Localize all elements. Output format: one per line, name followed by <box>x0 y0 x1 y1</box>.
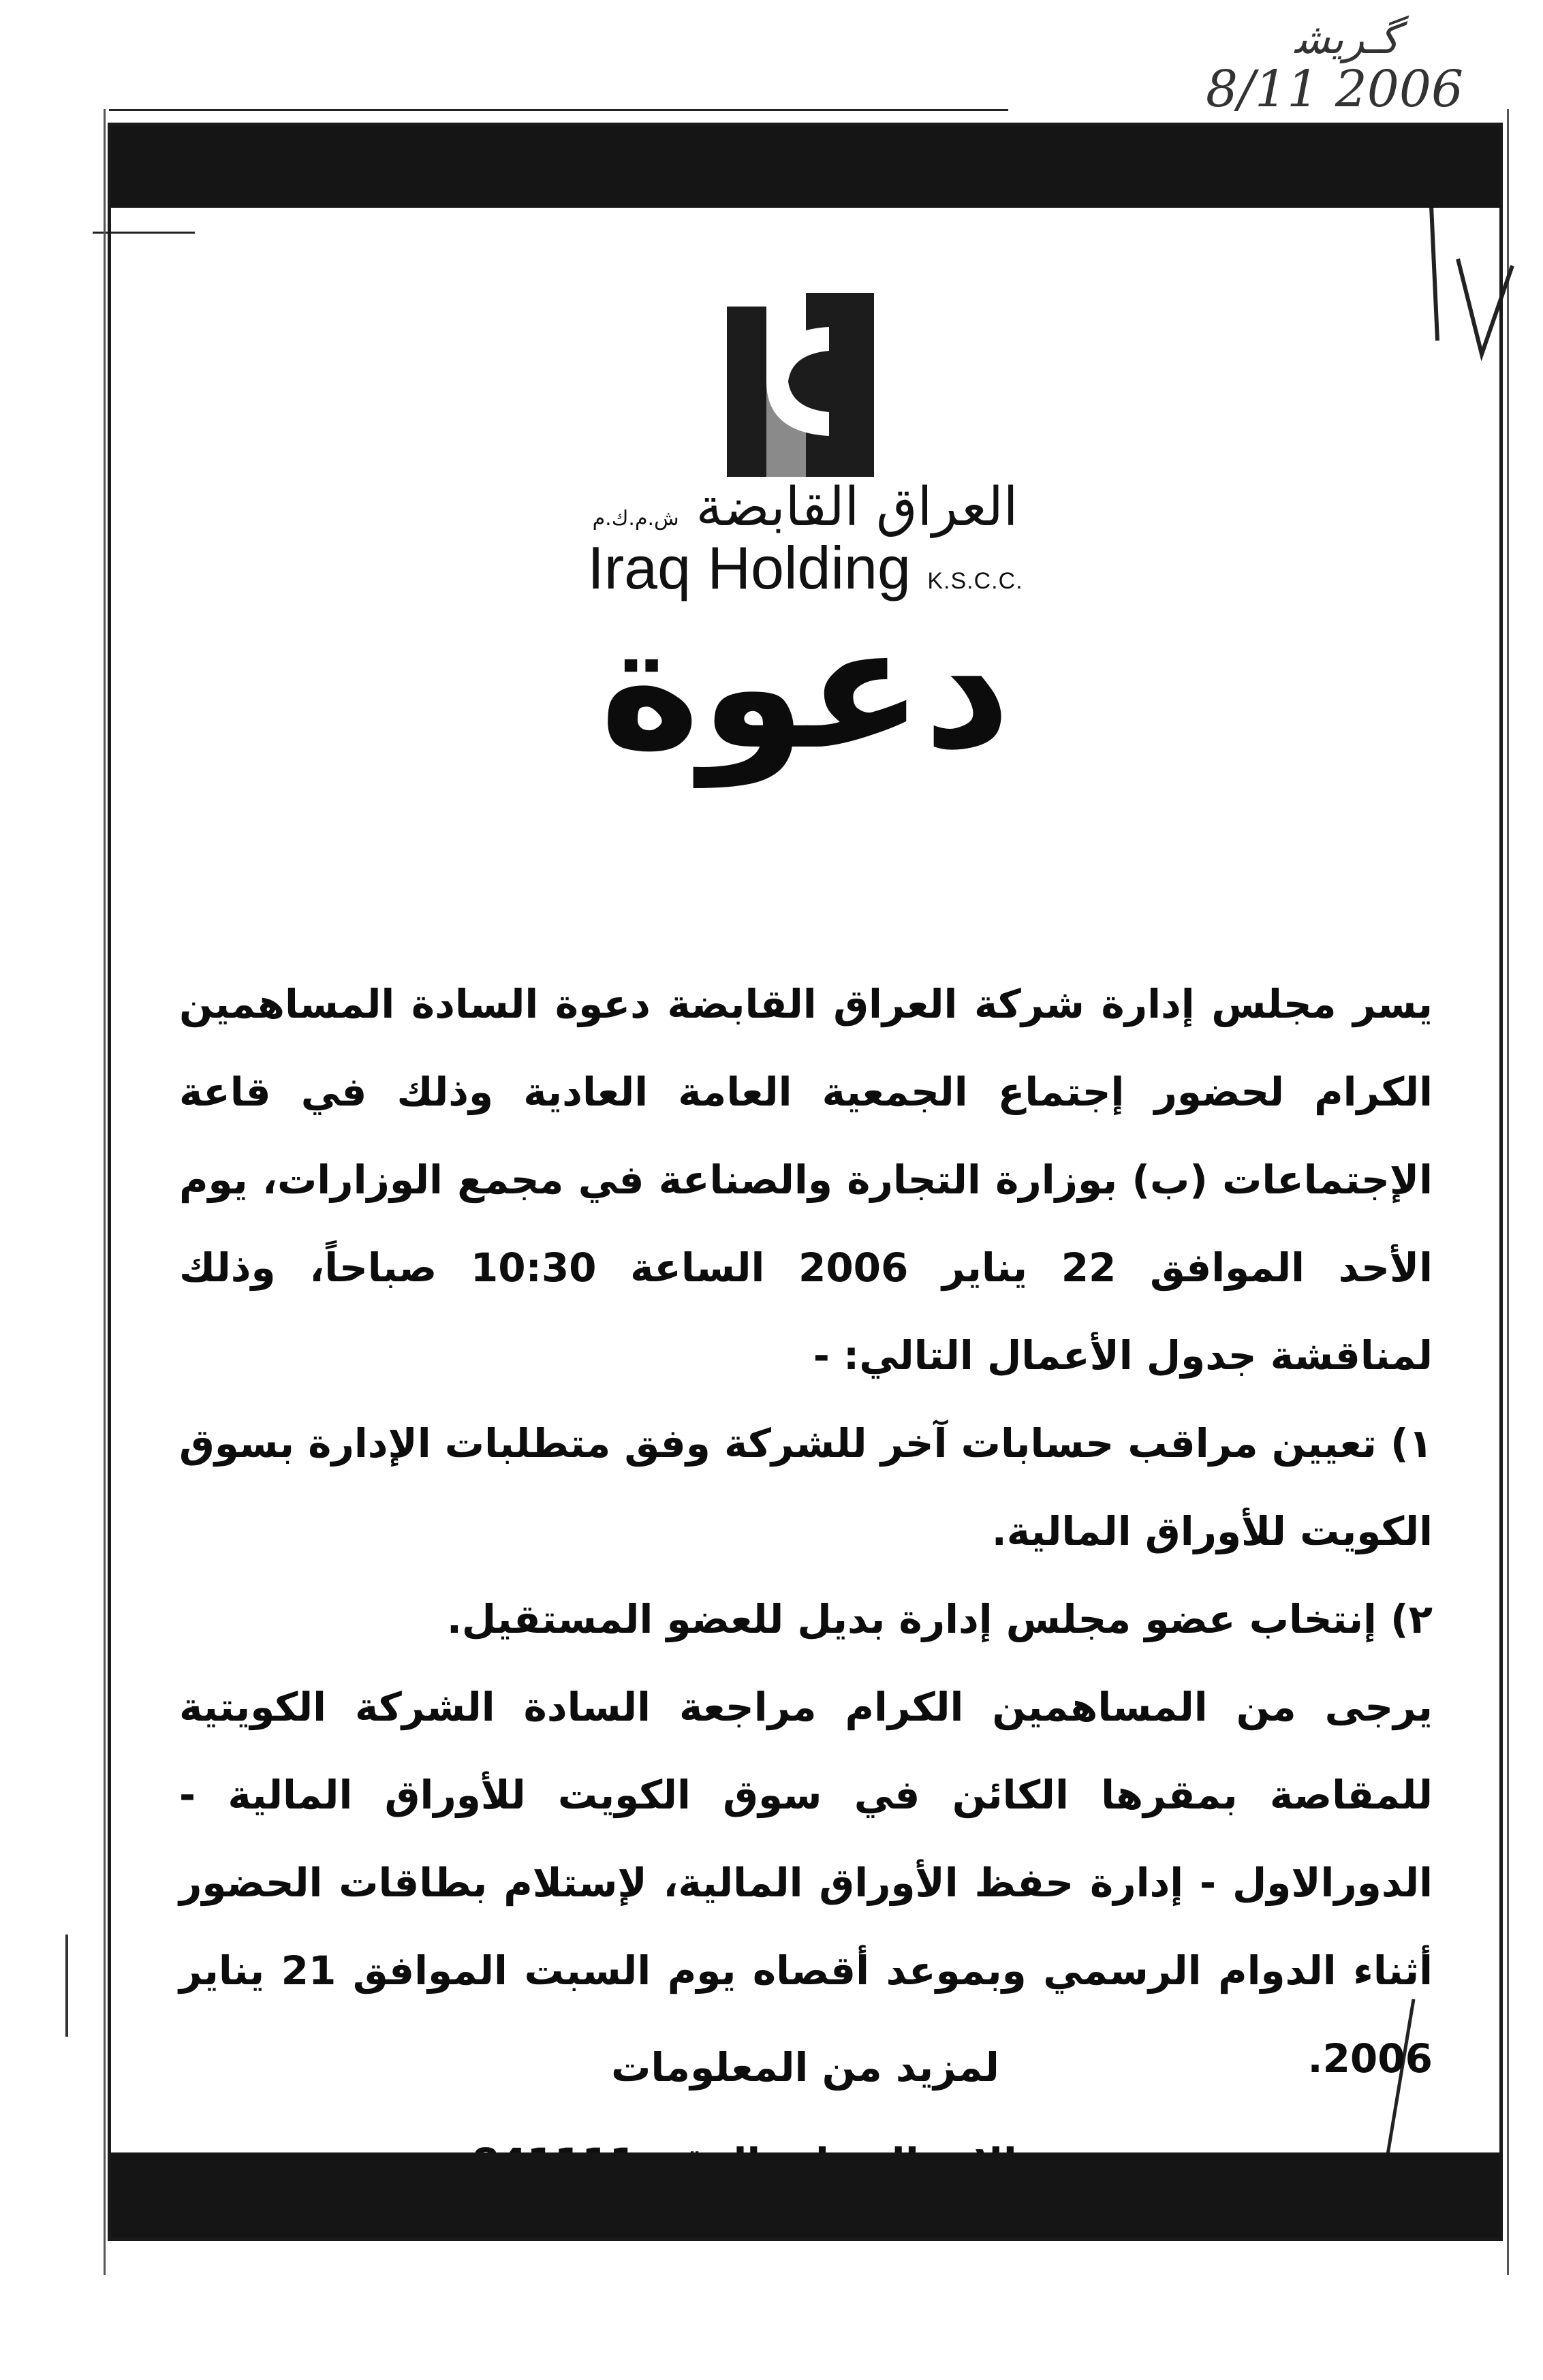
iraq-holding-logo-mark <box>727 279 884 477</box>
more-info-line: لمزيد من المعلومات <box>611 2044 999 2091</box>
scan-line-left-tick <box>65 1935 68 2037</box>
bottom-band <box>111 2152 1499 2238</box>
scan-line-top <box>109 109 1008 111</box>
handwritten-date: 8/11 2006 <box>1206 60 1464 119</box>
invitation-title: دعوة <box>599 589 1011 787</box>
logo-english-name-text: Iraq Holding <box>587 534 911 601</box>
attendance-instructions: يرجى من المساهمين الكرام مراجعة السادة الشركة الكويتية للمقاصة بمقرها الكائن في سوق الكويت للأوراق المالية - الدورالاول - إدارة حفظ الأوراق المالية، لإستلام بطاقات الحضور أثناء الدوام الرسمي وبموعد أقصاه يوم السبت الموافق 21 يناير 2006. <box>179 1684 1433 2082</box>
agenda-item-2: ٢) إنتخاب عضو مجلس إدارة بديل للعضو المستقيل. <box>446 1596 1433 1642</box>
logo-arabic-name <box>111 477 1499 538</box>
logo-arabic-name-text: العراق القابضة <box>696 477 1018 538</box>
invitation-body <box>179 960 1433 2103</box>
scan-line-left-edge <box>104 109 106 2275</box>
invitation-intro: يسر مجلس إدارة شركة العراق القابضة دعوة السادة المساهمين الكرام لحضور إجتماع الجمعية العامة العادية وذلك في قاعة الإجتماعات (ب) بوزارة التجارة والصناعة في مجمع الوزارات، يوم الأحد الموافق 22 يناير 2006 الساعة 10:30 صباحاً، وذلك لمناقشة جدول الأعمال التالي: - <box>179 981 1433 1379</box>
document-frame <box>108 123 1503 2241</box>
agenda-item-1: ١) تعيين مراقب حسابات آخر للشركة وفق متطلبات الإدارة بسوق الكويت للأوراق المالية. <box>179 1420 1433 1554</box>
scan-line-right-edge <box>1507 109 1509 2275</box>
company-logo <box>111 279 1499 601</box>
top-band <box>111 126 1499 208</box>
logo-arabic-suffix: ش.م.ك.م <box>592 507 679 531</box>
logo-english-suffix: K.S.C.C. <box>927 568 1023 594</box>
handwritten-initials: ﮔـﺮﯾﺸ <box>1294 14 1400 63</box>
